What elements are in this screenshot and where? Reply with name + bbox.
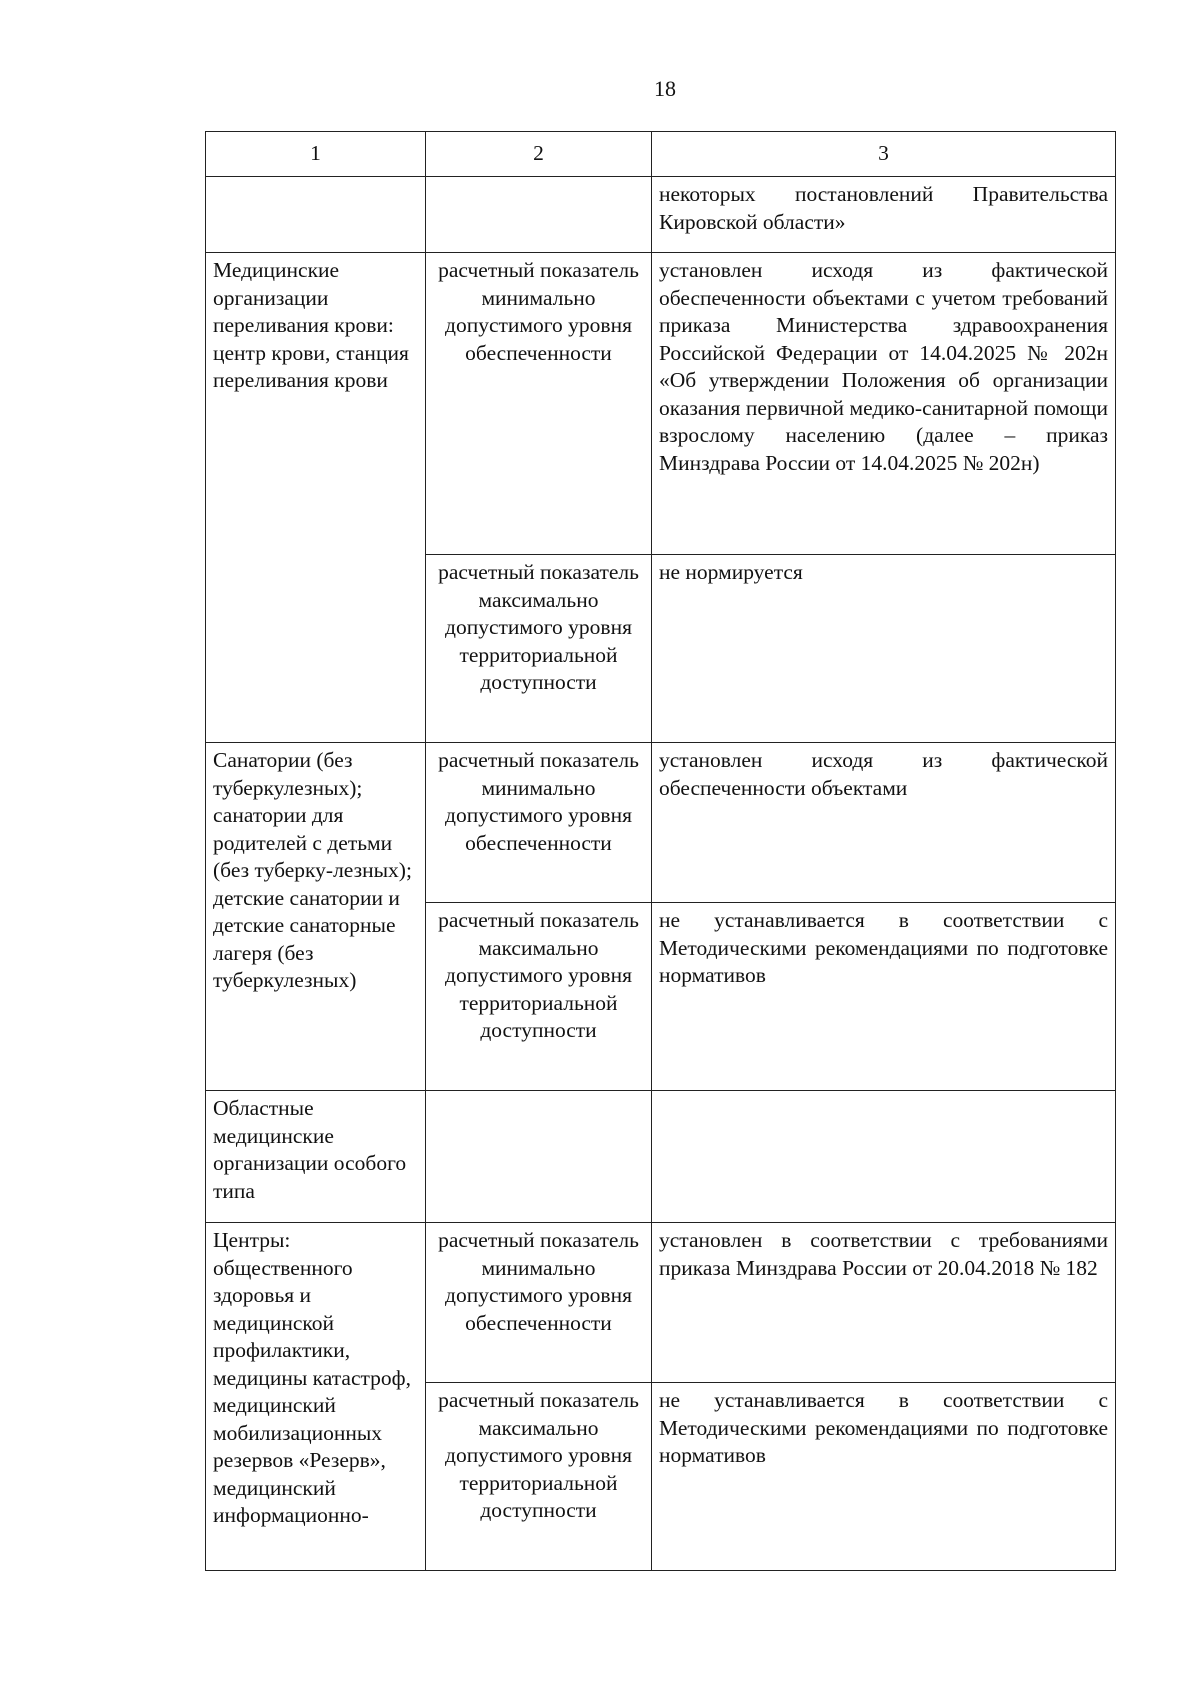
category-cell-blood bbox=[206, 253, 426, 743]
table-row bbox=[206, 253, 1116, 555]
table-row bbox=[206, 743, 1116, 903]
norms-table bbox=[205, 131, 1116, 1571]
indicator-type-cell: расчетный показатель минимально допустимого уровня обеспеченности bbox=[426, 253, 652, 555]
header-cell-2: 2 bbox=[426, 132, 652, 177]
category-cell-special: Областные медицинские организации особого типа bbox=[206, 1091, 426, 1223]
empty-cell bbox=[652, 1091, 1116, 1223]
empty-cell bbox=[426, 1091, 652, 1223]
indicator-value-cell: установлен в соответствии с требованиями приказа Минздрава России от 20.04.2018 № 182 bbox=[652, 1223, 1116, 1383]
category-text: Санатории (без туберкулезных); санатории для родителей с детьми (без туберку-лезных); детские санатории и детские санаторные лагеря (без туберкулезных) bbox=[213, 748, 412, 992]
continuation-cell-3: некоторых постановлений Правительства Кировской области» bbox=[652, 177, 1116, 253]
indicator-type-cell: расчетный показатель минимально допустимого уровня обеспеченности bbox=[426, 1223, 652, 1383]
indicator-type-cell: расчетный показатель максимально допустимого уровня территориальной доступности bbox=[426, 903, 652, 1091]
table-row bbox=[206, 1223, 1116, 1383]
indicator-value-cell: не устанавливается в соответствии с Методическими рекомендациями по подготовке нормативов bbox=[652, 903, 1116, 1091]
header-cell-1: 1 bbox=[206, 132, 426, 177]
indicator-type-cell: расчетный показатель минимально допустимого уровня обеспеченности bbox=[426, 743, 652, 903]
category-text: Медицинские организации переливания крови: центр крови, станция переливания крови bbox=[213, 258, 409, 392]
page-number: 18 bbox=[654, 76, 676, 101]
category-text: Центры: общественного здоровья и медицинской профилактики, медицины катастроф, медицинский мобилизационных резервов «Резерв», медицинский информационно- bbox=[213, 1228, 411, 1527]
indicator-value-cell: установлен исходя из фактической обеспеченности объектами bbox=[652, 743, 1116, 903]
continuation-cell-2 bbox=[426, 177, 652, 253]
indicator-value-cell: не устанавливается в соответствии с Методическими рекомендациями по подготовке нормативов bbox=[652, 1383, 1116, 1571]
category-cell-centers bbox=[206, 1223, 426, 1571]
indicator-type-cell: расчетный показатель максимально допустимого уровня территориальной доступности bbox=[426, 555, 652, 743]
category-cell-sanatoriums bbox=[206, 743, 426, 1091]
continuation-cell-1 bbox=[206, 177, 426, 253]
table-header-row bbox=[206, 132, 1116, 177]
table-row bbox=[206, 1091, 1116, 1223]
table-row bbox=[206, 177, 1116, 253]
header-cell-3: 3 bbox=[652, 132, 1116, 177]
indicator-type-cell: расчетный показатель максимально допустимого уровня территориальной доступности bbox=[426, 1383, 652, 1571]
indicator-value-cell: установлен исходя из фактической обеспеченности объектами с учетом требований приказа Министерства здравоохранения Российской Федерации от 14.04.2025 № 202н «Об утверждении Положения об организации оказания первичной медико-санитарной помощи взрослому населению (далее – приказ Минздрава России от 14.04.2025 № 202н) bbox=[652, 253, 1116, 555]
indicator-value-cell: не нормируется bbox=[652, 555, 1116, 743]
